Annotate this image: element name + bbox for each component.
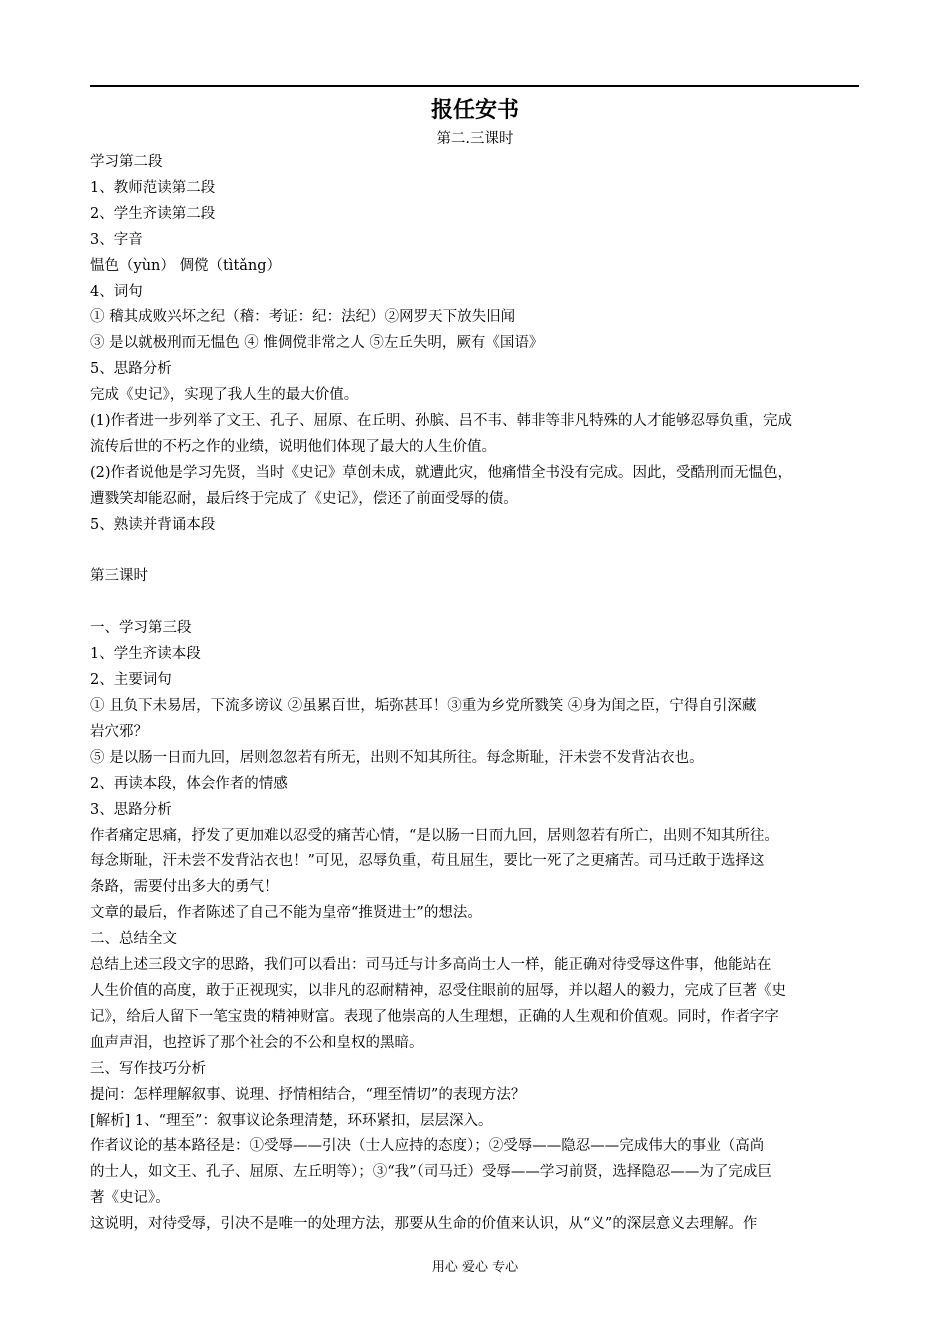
text-line [90, 539, 860, 565]
text-line: 2、学生齐读第二段 [90, 205, 216, 222]
text-line: 学习第二段 [90, 154, 163, 170]
text-line: 完成《史记》，实现了我人生的最大价值。 [90, 387, 359, 404]
text-line: 2、主要词句 [90, 672, 172, 689]
text-line: 2、再读本段，体会作者的情感 [90, 775, 288, 792]
text-line: 3、字音 [90, 231, 143, 248]
text-line: 条路，需要付出多大的勇气！ [90, 879, 279, 896]
text-line: 文章的最后，作者陈述了自己不能为皇帝“推贤进士”的想法。 [90, 905, 482, 922]
text-line: (1)作者进一步列举了文王、孔子、屈原、在丘明、孙膑、吕不韦、韩非等非凡特殊的人才能够忍辱负重，完成 [90, 413, 793, 430]
text-line: 作者议论的基本路径是：①受辱——引决（士人应持的态度）；②受辱——隐忍——完成伟大的事业（高尚 [90, 1138, 765, 1155]
text-line: 岩穴邪？ [90, 723, 148, 740]
document-title: 报任安书 [430, 98, 519, 123]
text-line: 每念斯耻，汗未尝不发背沾衣也！”可见，忍辱负重，苟且屈生，要比一死了之更痛苦。司马迁敢于选择这 [90, 853, 765, 870]
text-line: 人生价值的高度，敢于正视现实，以非凡的忍耐精神，忍受住眼前的屈辱，并以超人的毅力，完成了巨著《史 [90, 982, 786, 999]
text-line: 4、词句 [90, 283, 143, 300]
text-line: [解析] 1、“理至”：叙事议论条理清楚，环环紧扣，层层深入。 [90, 1112, 493, 1129]
text-line: 作者痛定思痛，抒发了更加难以忍受的痛苦心情，“是以肠一日而九回，居则忽若有所亡，出则不知其所往。 [90, 827, 779, 844]
text-line: 一、学习第三段 [90, 620, 192, 637]
text-line: 1、教师范读第二段 [90, 179, 216, 196]
text-line [90, 590, 860, 616]
text-line: 遭戮笑却能忍耐，最后终于完成了《史记》，偿还了前面受辱的债。 [90, 490, 518, 507]
text-line: 提问：怎样理解叙事、说理、抒情相结合，“理至情切”的表现方法？ [90, 1086, 526, 1103]
document-subtitle: 第二.三课时 [436, 131, 514, 147]
text-line: 3、思路分析 [90, 801, 172, 818]
text-line: 三、写作技巧分析 [90, 1060, 206, 1077]
text-line: 5、思路分析 [90, 361, 172, 378]
text-line: ③ 是以就极刑而无愠色 ④ 惟倜傥非常之人 ⑤左丘失明，厥有《国语》 [90, 335, 544, 352]
text-line: 这说明，对待受辱，引决不是唯一的处理方法，那要从生命的价值来认识，从“义”的深层意义去理解。作 [90, 1216, 758, 1233]
text-line: 流传后世的不朽之作的业绩，说明他们体现了最大的人生价值。 [90, 438, 496, 455]
page-footer: 用心 爱心 专心 [431, 1260, 519, 1275]
text-line: 愠色（yùn） 倜傥（tìtǎng） [90, 257, 282, 274]
text-line: ① 稽其成败兴坏之纪（稽：考证：纪：法纪）②网罗天下放失旧闻 [90, 309, 516, 326]
text-line: ① 且负下未易居，下流多谤议 ②虽累百世，垢弥甚耳！③重为乡党所戮笑 ④身为闺之臣，宁得自引深藏 [90, 698, 757, 714]
text-line: 1、学生齐读本段 [90, 646, 201, 663]
text-line: 5、熟读并背诵本段 [90, 516, 216, 533]
text-line: 总结上述三段文字的思路，我们可以看出：司马迁与计多高尚士人一样，能正确对待受辱这件事，他能站在 [90, 957, 772, 974]
text-line: 记》，给后人留下一笔宝贵的精神财富。表现了他崇高的人生理想，正确的人生观和价值观。同时，作者字字 [90, 1008, 779, 1025]
text-line: 血声声泪，也控诉了那个社会的不公和皇权的黑暗。 [90, 1034, 424, 1051]
text-line: 的士人，如文王、孔子、屈原、左丘明等）；③“我”（司马迁）受辱——学习前贤，选择隐忍——为了完成巨 [90, 1164, 772, 1181]
text-line: 著《史记》。 [90, 1190, 170, 1207]
text-line: ⑤ 是以肠一日而九回，居则忽忽若有所无，出则不知其所往。每念斯耻，汗未尝不发背沾衣也。 [90, 749, 704, 766]
text-line: 第三课时 [90, 568, 148, 585]
document-body [90, 150, 860, 1238]
header-rule [90, 85, 859, 87]
text-line: (2)作者说他是学习先贤，当时《史记》草创未成，就遭此灾，他痛惜全书没有完成。因此，受酷刑而无愠色， [90, 464, 793, 481]
text-line: 二、总结全文 [90, 931, 177, 948]
